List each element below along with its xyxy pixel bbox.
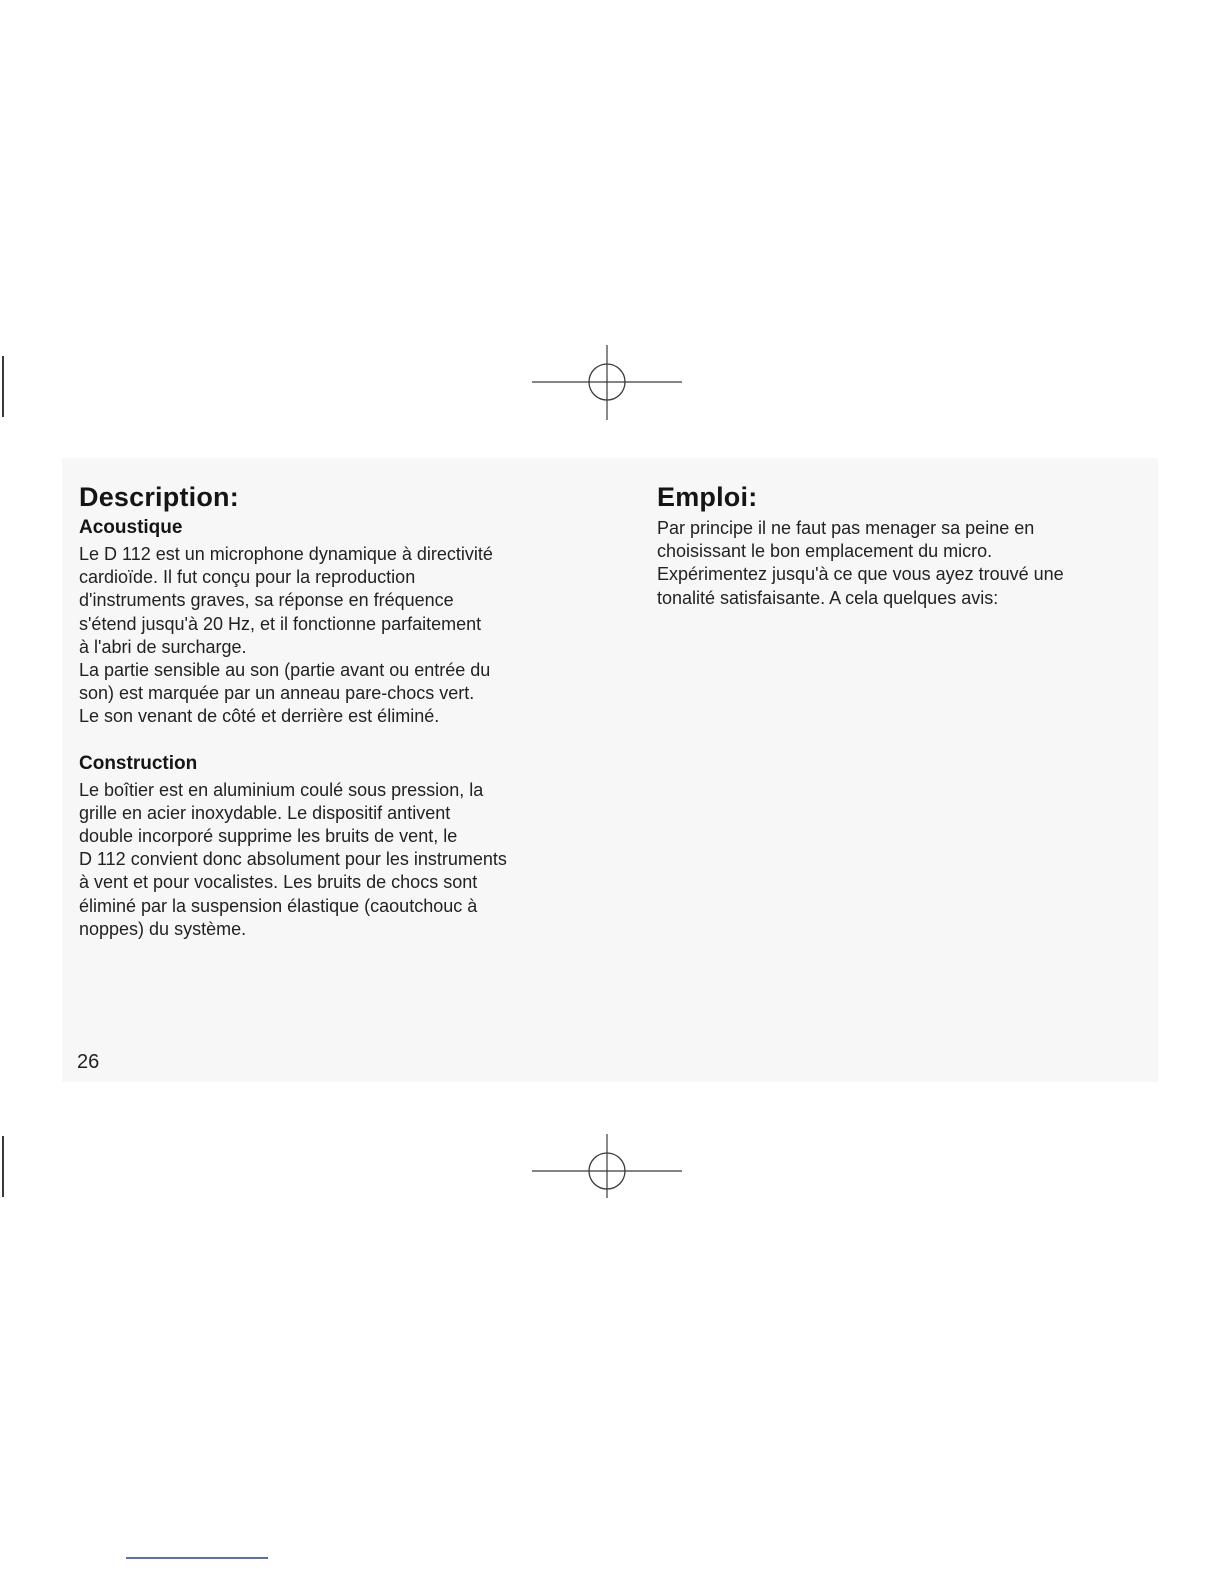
crop-mark-top <box>2 356 4 417</box>
crop-mark-bottom <box>2 1136 4 1197</box>
registration-mark-bottom-icon <box>532 1134 682 1198</box>
construction-heading: Construction <box>79 752 198 774</box>
acoustique-paragraph: Le D 112 est un microphone dynamique à directivité cardioïde. Il fut conçu pour la reproduction d'instruments graves, sa réponse en fréquence s'étend jusqu'à 20 Hz, et il fonctionne parfaitement à l'abri de surcharge. La partie sensible au son (partie avant ou entrée du son) est marquée par un anneau pare-chocs vert. Le son venant de côté et derrière est éliminé. <box>79 544 493 727</box>
registration-mark-top-icon <box>532 345 682 420</box>
emploi-column <box>657 482 1137 610</box>
page-number: 26 <box>77 1051 100 1073</box>
emploi-title: Emploi: <box>657 482 758 512</box>
description-column <box>79 482 599 941</box>
section-spacer <box>79 729 599 753</box>
emploi-paragraph: Par principe il ne faut pas menager sa peine en choisissant le bon emplacement du micro. Expérimentez jusqu'à ce que vous ayez trouvé une tonalité satisfaisante. A cela quelques avis: <box>657 518 1064 608</box>
bottom-link-underline[interactable] <box>126 1557 268 1559</box>
acoustique-heading: Acoustique <box>79 517 183 538</box>
construction-paragraph: Le boîtier est en aluminium coulé sous pression, la grille en acier inoxydable. Le dispositif antivent double incorporé supprime les bruits de vent, le D 112 convient donc absolument pour les instruments à vent et pour vocalistes. Les bruits de chocs sont éliminé par la suspension élastique (caoutchouc à noppes) du système. <box>79 779 507 939</box>
description-title: Description: <box>79 482 239 512</box>
